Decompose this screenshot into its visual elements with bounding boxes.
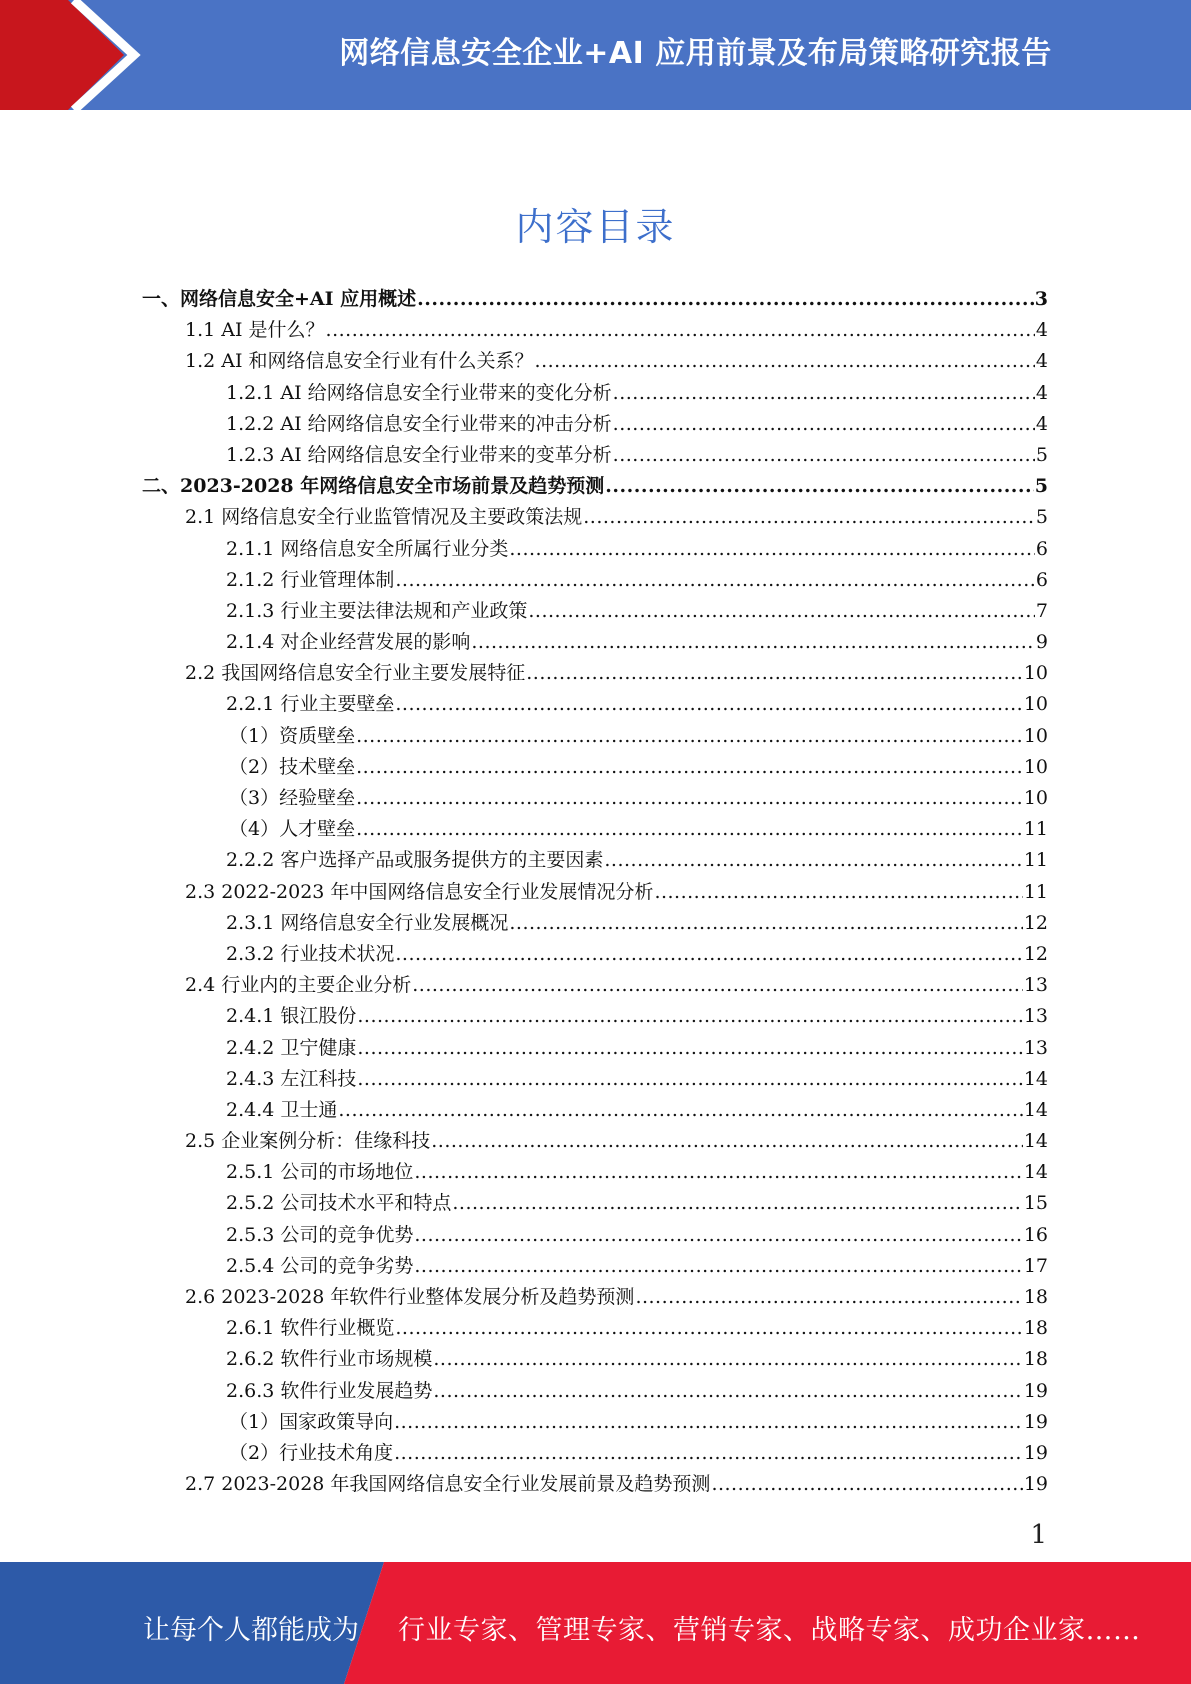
toc-dot-leader [357, 1001, 1022, 1032]
toc-entry[interactable] [142, 284, 1048, 315]
toc-entry-page-number: 16 [1023, 1223, 1048, 1246]
report-title: 网络信息安全企业+AI 应用前景及布局策略研究报告 [339, 36, 1052, 71]
toc-dot-leader [509, 908, 1022, 939]
toc-entry-page-number: 4 [1035, 381, 1048, 404]
toc-entry-label: 2.1.4 对企业经营发展的影响 [226, 631, 471, 654]
toc-entry[interactable] [142, 783, 1048, 814]
toc-dot-leader [356, 752, 1023, 783]
toc-entry-label: 一、网络信息安全+AI 应用概述 [142, 288, 417, 310]
toc-entry-label: 2.1.3 行业主要法律法规和产业政策 [226, 599, 528, 622]
toc-entry-page-number: 18 [1023, 1286, 1048, 1308]
toc-entry-page-number: 7 [1035, 599, 1048, 622]
toc-entry-page-number: 5 [1035, 443, 1048, 466]
toc-entry-label: 2.6.2 软件行业市场规模 [226, 1348, 433, 1371]
toc-dot-leader [394, 1407, 1023, 1438]
toc-entry[interactable] [142, 565, 1048, 596]
toc-entry-page-number: 4 [1035, 319, 1048, 342]
toc-entry-label: 2.7 2023-2028 年我国网络信息安全行业发展前景及趋势预测 [185, 1473, 711, 1496]
toc-entry[interactable] [142, 658, 1048, 689]
toc-entry[interactable] [142, 1188, 1048, 1219]
toc-entry-page-number: 15 [1023, 1192, 1048, 1215]
toc-entry-page-number: 3 [1034, 288, 1048, 310]
toc-entry-label: 二、2023-2028 年网络信息安全市场前景及趋势预测 [142, 475, 605, 498]
toc-entry[interactable] [142, 1064, 1048, 1095]
toc-entry-page-number: 14 [1023, 1067, 1048, 1090]
toc-entry[interactable] [142, 1095, 1048, 1126]
toc-dot-leader [433, 1376, 1022, 1407]
toc-entry-label: 2.6.1 软件行业概览 [226, 1317, 395, 1340]
toc-entry[interactable] [142, 845, 1048, 876]
toc-entry[interactable] [142, 502, 1048, 533]
toc-dot-leader [528, 596, 1035, 627]
toc-dot-leader [583, 502, 1035, 533]
toc-entry-label: （2）技术壁垒 [229, 755, 356, 778]
toc-entry-page-number: 6 [1035, 537, 1048, 560]
toc-dot-leader [395, 689, 1022, 720]
toc-entry[interactable] [142, 1033, 1048, 1064]
toc-entry-label: （2）行业技术角度 [229, 1441, 394, 1464]
toc-entry[interactable] [142, 534, 1048, 565]
toc-entry[interactable] [142, 1220, 1048, 1251]
toc-entry-label: 2.5.2 公司技术水平和特点 [226, 1192, 452, 1215]
toc-entry-label: 2.3 2022-2023 年中国网络信息安全行业发展情况分析 [185, 880, 654, 903]
toc-dot-leader [526, 658, 1023, 689]
toc-entry[interactable] [142, 346, 1048, 377]
toc-dot-leader [395, 565, 1035, 596]
toc-entry-page-number: 12 [1023, 911, 1048, 934]
toc-dot-leader [357, 1064, 1022, 1095]
toc-entry[interactable] [142, 1282, 1048, 1313]
toc-entry-label: 2.3.1 网络信息安全行业发展概况 [226, 911, 509, 934]
toc-entry-page-number: 4 [1035, 350, 1048, 373]
toc-entry-page-number: 12 [1023, 942, 1048, 965]
toc-entry-page-number: 10 [1023, 662, 1048, 685]
toc-dot-leader [356, 783, 1023, 814]
toc-dot-leader [711, 1469, 1022, 1500]
toc-entry[interactable] [142, 877, 1048, 908]
toc-entry[interactable] [142, 1126, 1048, 1157]
toc-entry[interactable] [142, 627, 1048, 658]
toc-dot-leader [654, 877, 1022, 908]
toc-dot-leader [338, 1095, 1022, 1126]
toc-entry-page-number: 19 [1023, 1473, 1048, 1496]
toc-entry-page-number: 11 [1023, 849, 1048, 872]
toc-entry[interactable] [142, 315, 1048, 346]
toc-entry-label: 2.4 行业内的主要企业分析 [185, 974, 412, 997]
toc-entry-label: 2.5.3 公司的竞争优势 [226, 1223, 414, 1246]
toc-entry-label: 1.2.2 AI 给网络信息安全行业带来的冲击分析 [226, 412, 612, 435]
toc-entry-label: 2.2.1 行业主要壁垒 [226, 693, 395, 716]
report-header-band [0, 0, 1191, 110]
toc-entry-label: 1.2 AI 和网络信息安全行业有什么关系？ [185, 350, 534, 373]
toc-entry[interactable] [142, 970, 1048, 1001]
toc-entry-page-number: 13 [1023, 1005, 1048, 1028]
toc-heading: 内容目录 [515, 205, 676, 249]
toc-entry-page-number: 4 [1035, 412, 1048, 435]
toc-dot-leader [414, 1251, 1022, 1282]
toc-entry[interactable] [142, 440, 1048, 471]
toc-entry-label: 2.3.2 行业技术状况 [226, 942, 395, 965]
toc-dot-leader [613, 440, 1035, 471]
toc-entry[interactable] [142, 689, 1048, 720]
toc-entry-page-number: 13 [1023, 1036, 1048, 1059]
toc-entry-label: 1.1 AI 是什么？ [185, 319, 325, 342]
toc-entry[interactable] [142, 721, 1048, 752]
toc-entry[interactable] [142, 1438, 1048, 1469]
toc-dot-leader [414, 1157, 1022, 1188]
toc-dot-leader [431, 1126, 1023, 1157]
toc-entry-page-number: 18 [1023, 1317, 1048, 1340]
toc-dot-leader [604, 845, 1022, 876]
toc-entry-page-number: 17 [1023, 1254, 1048, 1277]
toc-entry-page-number: 10 [1023, 693, 1048, 716]
toc-dot-leader [414, 1220, 1022, 1251]
toc-entry-page-number: 11 [1023, 818, 1048, 841]
toc-entry-label: 2.5.1 公司的市场地位 [226, 1161, 414, 1184]
toc-entry-page-number: 19 [1023, 1441, 1048, 1464]
toc-entry[interactable] [142, 1407, 1048, 1438]
toc-entry[interactable] [142, 908, 1048, 939]
toc-entry[interactable] [142, 378, 1048, 409]
toc-entry-label: 2.4.4 卫士通 [226, 1098, 338, 1121]
toc-entry-page-number: 5 [1035, 506, 1048, 529]
toc-entry-label: （4）人才壁垒 [229, 818, 356, 841]
toc-entry-page-number: 10 [1023, 724, 1048, 747]
toc-entry-page-number: 10 [1023, 755, 1048, 778]
toc-entry[interactable] [142, 1313, 1048, 1344]
toc-entry-label: （3）经验壁垒 [229, 787, 356, 809]
toc-dot-leader [395, 939, 1022, 970]
toc-entry-label: 2.1.1 网络信息安全所属行业分类 [226, 537, 509, 560]
toc-dot-leader [412, 970, 1023, 1001]
page-number: 1 [1030, 1520, 1047, 1550]
toc-dot-leader [356, 814, 1023, 845]
toc-entry-label: 2.1.2 行业管理体制 [226, 568, 395, 591]
toc-entry[interactable] [142, 1376, 1048, 1407]
toc-entry-page-number: 19 [1023, 1410, 1048, 1433]
toc-entry[interactable] [142, 596, 1048, 627]
toc-dot-leader [613, 409, 1035, 440]
toc-dot-leader [433, 1344, 1022, 1375]
toc-dot-leader [356, 721, 1023, 752]
toc-entry-label: 2.6 2023-2028 年软件行业整体发展分析及趋势预测 [185, 1286, 635, 1308]
footer-slogan-left: 让每个人都能成为 [143, 1615, 359, 1646]
toc-entry-label: 2.2.2 客户选择产品或服务提供方的主要因素 [226, 849, 604, 872]
table-of-contents [142, 284, 1048, 1500]
toc-entry-label: 2.5 企业案例分析：佳缘科技 [185, 1130, 431, 1153]
toc-entry[interactable] [142, 939, 1048, 970]
toc-dot-leader [417, 284, 1034, 315]
red-arrow-shape [0, 0, 124, 110]
toc-dot-leader [613, 378, 1035, 409]
toc-entry-label: 2.6.3 软件行业发展趋势 [226, 1379, 433, 1402]
toc-dot-leader [452, 1188, 1022, 1219]
toc-entry-page-number: 11 [1023, 880, 1048, 903]
footer-slogan-right: 行业专家、管理专家、营销专家、战略专家、成功企业家…… [398, 1615, 1141, 1646]
toc-dot-leader [326, 315, 1035, 346]
toc-entry-label: 2.1 网络信息安全行业监管情况及主要政策法规 [185, 506, 583, 529]
toc-entry-page-number: 14 [1023, 1098, 1048, 1121]
toc-entry-label: 2.4.3 左江科技 [226, 1067, 357, 1090]
toc-entry[interactable] [142, 471, 1048, 502]
toc-entry-label: 2.4.2 卫宁健康 [226, 1036, 357, 1059]
toc-entry[interactable] [142, 752, 1048, 783]
toc-entry-label: 2.2 我国网络信息安全行业主要发展特征 [185, 662, 526, 685]
toc-entry-label: 2.5.4 公司的竞争劣势 [226, 1254, 414, 1277]
toc-entry-label: 1.2.1 AI 给网络信息安全行业带来的变化分析 [226, 381, 612, 404]
toc-dot-leader [509, 534, 1035, 565]
toc-dot-leader [635, 1282, 1022, 1313]
toc-entry-label: （1）国家政策导向 [229, 1410, 394, 1433]
toc-dot-leader [395, 1313, 1022, 1344]
toc-entry[interactable] [142, 1001, 1048, 1032]
toc-entry[interactable] [142, 1469, 1048, 1500]
toc-entry-page-number: 9 [1035, 631, 1048, 654]
toc-entry[interactable] [142, 409, 1048, 440]
toc-entry-page-number: 6 [1035, 568, 1048, 591]
toc-entry[interactable] [142, 814, 1048, 845]
report-footer-band [0, 1562, 1191, 1684]
toc-entry-page-number: 19 [1023, 1379, 1048, 1402]
toc-entry-label: 2.4.1 银江股份 [226, 1005, 357, 1028]
toc-entry-page-number: 5 [1034, 475, 1048, 498]
toc-entry[interactable] [142, 1157, 1048, 1188]
toc-dot-leader [357, 1033, 1022, 1064]
toc-entry-label: （1）资质壁垒 [229, 724, 356, 747]
toc-dot-leader [535, 346, 1035, 377]
toc-entry-page-number: 13 [1023, 974, 1048, 997]
toc-entry-page-number: 14 [1023, 1161, 1048, 1184]
toc-entry-page-number: 14 [1023, 1130, 1048, 1153]
toc-entry[interactable] [142, 1344, 1048, 1375]
toc-dot-leader [394, 1438, 1023, 1469]
toc-entry[interactable] [142, 1251, 1048, 1282]
toc-entry-page-number: 18 [1023, 1348, 1048, 1371]
toc-entry-page-number: 10 [1023, 787, 1048, 809]
toc-dot-leader [471, 627, 1035, 658]
toc-dot-leader [605, 471, 1034, 502]
toc-entry-label: 1.2.3 AI 给网络信息安全行业带来的变革分析 [226, 443, 612, 466]
